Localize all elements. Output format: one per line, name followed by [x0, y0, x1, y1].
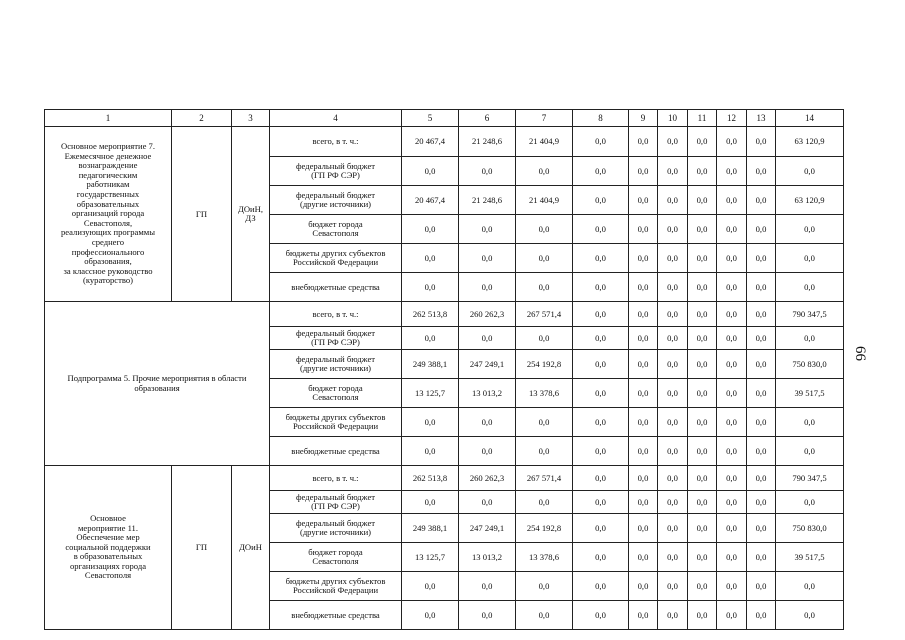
value-cell: 0,0	[688, 273, 717, 302]
event-name-line: в образовательных	[73, 551, 143, 562]
value-cell: 0,0	[516, 601, 573, 630]
executor-line: ДОиН	[239, 542, 262, 552]
value-cell: 0,0	[573, 466, 629, 491]
header-cell: 7	[516, 110, 573, 127]
value-cell: 0,0	[688, 437, 717, 466]
executor-cell	[232, 127, 270, 302]
value-cell: 0,0	[629, 543, 658, 572]
header-cell: 9	[629, 110, 658, 127]
value-cell: 0,0	[459, 327, 516, 350]
value-cell: 0,0	[747, 601, 776, 630]
value-cell: 0,0	[459, 157, 516, 186]
value-cell: 0,0	[402, 327, 459, 350]
value-cell: 0,0	[658, 327, 688, 350]
header-cell: 3	[232, 110, 270, 127]
value-cell: 0,0	[516, 327, 573, 350]
funding-source-line: (ГП РФ СЭР)	[311, 501, 360, 511]
value-cell: 13 378,6	[516, 543, 573, 572]
value-cell: 0,0	[629, 327, 658, 350]
funding-source-cell	[270, 466, 402, 491]
value-cell: 0,0	[688, 157, 717, 186]
funding-source-line: федеральный бюджет	[295, 328, 376, 338]
funding-source-line: всего, в т. ч.:	[312, 472, 359, 483]
value-cell: 0,0	[717, 302, 747, 327]
value-cell: 0,0	[717, 601, 747, 630]
event-name-line: организациях города	[69, 560, 147, 571]
funding-source-cell	[270, 157, 402, 186]
funding-source-line: Севастополя	[312, 392, 359, 402]
value-cell: 0,0	[402, 273, 459, 302]
funding-source-line: бюджеты других субъектов	[285, 412, 386, 422]
funding-source-cell	[270, 379, 402, 408]
value-cell: 0,0	[717, 572, 747, 601]
funding-source-cell	[270, 543, 402, 572]
funding-source-cell	[270, 302, 402, 327]
value-cell: 21 248,6	[459, 186, 516, 215]
event-name-line: среднего	[91, 236, 125, 247]
value-cell: 0,0	[629, 302, 658, 327]
value-cell: 0,0	[688, 466, 717, 491]
funding-source-line: Российской Федерации	[292, 585, 379, 595]
value-cell: 0,0	[747, 543, 776, 572]
value-cell: 0,0	[688, 379, 717, 408]
value-cell: 0,0	[658, 491, 688, 514]
header-cell: 6	[459, 110, 516, 127]
value-cell: 0,0	[747, 273, 776, 302]
executor-cell	[232, 466, 270, 630]
value-cell: 21 404,9	[516, 186, 573, 215]
value-cell: 0,0	[516, 215, 573, 244]
funding-source-cell	[270, 273, 402, 302]
value-cell: 0,0	[688, 408, 717, 437]
value-cell: 0,0	[747, 127, 776, 157]
value-cell: 0,0	[747, 466, 776, 491]
value-cell: 0,0	[717, 350, 747, 379]
funding-source-line: внебюджетные средства	[291, 281, 380, 292]
value-cell: 13 125,7	[402, 379, 459, 408]
funding-source-line: внебюджетные средства	[291, 445, 380, 456]
funding-source-cell	[270, 437, 402, 466]
event-name-line: социальной поддержки	[65, 541, 151, 552]
value-cell: 0,0	[573, 215, 629, 244]
value-cell: 0,0	[776, 572, 844, 601]
funding-source-cell	[270, 350, 402, 379]
value-cell: 0,0	[688, 514, 717, 543]
value-cell: 0,0	[658, 572, 688, 601]
value-cell: 0,0	[747, 491, 776, 514]
value-cell: 0,0	[717, 273, 747, 302]
value-cell: 0,0	[717, 379, 747, 408]
value-cell: 262 513,8	[402, 302, 459, 327]
header-row	[45, 110, 844, 127]
event-name-line: Севастополя,	[83, 217, 133, 228]
funding-source-cell	[270, 127, 402, 157]
program-code-cell: ГП	[172, 466, 232, 630]
table-row	[45, 127, 844, 157]
funding-source-line: бюджет города	[308, 219, 363, 229]
funding-source-cell	[270, 327, 402, 350]
value-cell: 0,0	[688, 302, 717, 327]
value-cell: 0,0	[402, 408, 459, 437]
executor-line: ДОиН,	[237, 204, 264, 214]
budget-table	[44, 109, 844, 630]
value-cell: 260 262,3	[459, 466, 516, 491]
value-cell: 0,0	[658, 127, 688, 157]
value-cell: 0,0	[629, 379, 658, 408]
value-cell: 0,0	[688, 215, 717, 244]
value-cell: 249 388,1	[402, 350, 459, 379]
value-cell: 0,0	[688, 491, 717, 514]
value-cell: 0,0	[629, 186, 658, 215]
funding-source-line: Российской Федерации	[292, 257, 379, 267]
event-name-line: Обеспечение мер	[76, 532, 140, 543]
value-cell: 21 404,9	[516, 127, 573, 157]
funding-source-cell	[270, 186, 402, 215]
value-cell: 750 830,0	[776, 514, 844, 543]
value-cell: 0,0	[629, 514, 658, 543]
value-cell: 0,0	[776, 244, 844, 273]
value-cell: 0,0	[629, 408, 658, 437]
value-cell: 13 013,2	[459, 379, 516, 408]
header-cell: 13	[747, 110, 776, 127]
value-cell: 0,0	[629, 127, 658, 157]
value-cell: 0,0	[402, 491, 459, 514]
value-cell: 0,0	[717, 157, 747, 186]
value-cell: 0,0	[459, 244, 516, 273]
value-cell: 0,0	[717, 327, 747, 350]
value-cell: 0,0	[776, 157, 844, 186]
value-cell: 0,0	[747, 514, 776, 543]
value-cell: 0,0	[717, 127, 747, 157]
value-cell: 0,0	[747, 572, 776, 601]
value-cell: 0,0	[688, 572, 717, 601]
table-row	[45, 302, 844, 327]
funding-source-line: (ГП РФ СЭР)	[311, 170, 360, 180]
value-cell: 0,0	[688, 244, 717, 273]
value-cell: 0,0	[688, 186, 717, 215]
event-name-line: Подпрограмма 5. Прочие мероприятия в области	[67, 372, 247, 383]
value-cell: 0,0	[459, 273, 516, 302]
event-name-line: работникам	[86, 179, 130, 190]
value-cell: 0,0	[573, 273, 629, 302]
value-cell: 0,0	[776, 437, 844, 466]
value-cell: 0,0	[573, 491, 629, 514]
value-cell: 0,0	[573, 543, 629, 572]
value-cell: 63 120,9	[776, 127, 844, 157]
value-cell: 0,0	[459, 408, 516, 437]
value-cell: 0,0	[658, 408, 688, 437]
funding-source-line: Российской Федерации	[292, 421, 379, 431]
funding-source-cell	[270, 215, 402, 244]
funding-source-line: (другие источники)	[299, 199, 372, 209]
value-cell: 0,0	[516, 437, 573, 466]
value-cell: 0,0	[688, 350, 717, 379]
funding-source-line: федеральный бюджет	[295, 161, 376, 171]
value-cell: 0,0	[573, 437, 629, 466]
value-cell: 0,0	[658, 157, 688, 186]
value-cell: 0,0	[658, 379, 688, 408]
header-cell: 8	[573, 110, 629, 127]
value-cell: 0,0	[402, 244, 459, 273]
event-name-line: (кураторство)	[82, 275, 134, 286]
funding-source-line: Севастополя	[312, 556, 359, 566]
value-cell: 0,0	[629, 572, 658, 601]
value-cell: 0,0	[658, 215, 688, 244]
event-name-line: за классное руководство	[63, 265, 153, 276]
value-cell: 0,0	[629, 157, 658, 186]
value-cell: 0,0	[776, 408, 844, 437]
value-cell: 0,0	[516, 157, 573, 186]
value-cell: 0,0	[717, 514, 747, 543]
value-cell: 0,0	[658, 350, 688, 379]
event-name-line: образования	[134, 382, 180, 393]
event-name-line: мероприятие 11.	[77, 522, 139, 533]
funding-source-line: Севастополя	[312, 228, 359, 238]
event-name-line: профессионального	[71, 246, 145, 257]
page-number: 66	[852, 346, 868, 361]
funding-source-cell	[270, 491, 402, 514]
value-cell: 0,0	[516, 273, 573, 302]
value-cell: 0,0	[573, 514, 629, 543]
funding-source-line: внебюджетные средства	[291, 609, 380, 620]
value-cell: 0,0	[717, 244, 747, 273]
value-cell: 0,0	[402, 572, 459, 601]
event-name-line: государственных	[76, 189, 140, 200]
value-cell: 0,0	[717, 466, 747, 491]
funding-source-line: всего, в т. ч.:	[312, 136, 359, 146]
value-cell: 0,0	[629, 491, 658, 514]
event-name-cell	[45, 127, 172, 302]
value-cell: 0,0	[747, 302, 776, 327]
event-name-line: педагогическим	[78, 169, 138, 180]
value-cell: 0,0	[459, 215, 516, 244]
funding-source-cell	[270, 408, 402, 437]
value-cell: 0,0	[629, 273, 658, 302]
value-cell: 254 192,8	[516, 350, 573, 379]
funding-source-line: (другие источники)	[299, 363, 372, 373]
value-cell: 0,0	[402, 601, 459, 630]
value-cell: 0,0	[747, 186, 776, 215]
value-cell: 0,0	[776, 327, 844, 350]
value-cell: 0,0	[658, 543, 688, 572]
value-cell: 0,0	[747, 327, 776, 350]
value-cell: 0,0	[717, 543, 747, 572]
value-cell: 0,0	[747, 379, 776, 408]
value-cell: 0,0	[747, 408, 776, 437]
funding-source-line: федеральный бюджет	[295, 190, 376, 200]
value-cell: 0,0	[717, 215, 747, 244]
header-cell: 11	[688, 110, 717, 127]
value-cell: 0,0	[516, 491, 573, 514]
header-cell: 10	[658, 110, 688, 127]
value-cell: 0,0	[459, 491, 516, 514]
value-cell: 0,0	[747, 157, 776, 186]
value-cell: 0,0	[776, 273, 844, 302]
value-cell: 0,0	[658, 466, 688, 491]
event-name-line: Севастополя	[84, 570, 132, 581]
funding-source-line: федеральный бюджет	[295, 492, 376, 502]
value-cell: 0,0	[516, 572, 573, 601]
value-cell: 0,0	[402, 157, 459, 186]
value-cell: 0,0	[717, 437, 747, 466]
funding-source-line: (другие источники)	[299, 527, 372, 537]
value-cell: 0,0	[747, 244, 776, 273]
value-cell: 0,0	[573, 186, 629, 215]
value-cell: 13 125,7	[402, 543, 459, 572]
value-cell: 0,0	[573, 408, 629, 437]
value-cell: 254 192,8	[516, 514, 573, 543]
value-cell: 0,0	[402, 215, 459, 244]
funding-source-line: федеральный бюджет	[295, 518, 376, 528]
value-cell: 0,0	[573, 302, 629, 327]
value-cell: 790 347,5	[776, 302, 844, 327]
value-cell: 0,0	[573, 350, 629, 379]
program-code-cell: ГП	[172, 127, 232, 302]
header-cell: 4	[270, 110, 402, 127]
value-cell: 0,0	[629, 466, 658, 491]
value-cell: 790 347,5	[776, 466, 844, 491]
value-cell: 0,0	[629, 244, 658, 273]
value-cell: 63 120,9	[776, 186, 844, 215]
value-cell: 0,0	[402, 437, 459, 466]
value-cell: 39 517,5	[776, 543, 844, 572]
funding-source-cell	[270, 244, 402, 273]
value-cell: 0,0	[459, 601, 516, 630]
funding-source-line: всего, в т. ч.:	[312, 308, 359, 319]
header-cell: 1	[45, 110, 172, 127]
event-name-line: Основное мероприятие 7.	[61, 141, 155, 152]
funding-source-line: федеральный бюджет	[295, 354, 376, 364]
value-cell: 0,0	[776, 601, 844, 630]
value-cell: 0,0	[629, 350, 658, 379]
value-cell: 0,0	[573, 601, 629, 630]
funding-source-line: бюджеты других субъектов	[285, 576, 386, 586]
funding-source-line: бюджет города	[308, 383, 363, 393]
value-cell: 21 248,6	[459, 127, 516, 157]
value-cell: 0,0	[717, 408, 747, 437]
value-cell: 0,0	[516, 408, 573, 437]
funding-source-cell	[270, 514, 402, 543]
value-cell: 0,0	[629, 215, 658, 244]
event-name-line: организаций города	[71, 208, 145, 219]
value-cell: 0,0	[573, 327, 629, 350]
value-cell: 0,0	[688, 601, 717, 630]
value-cell: 0,0	[658, 437, 688, 466]
table-row	[45, 466, 844, 491]
header-cell: 5	[402, 110, 459, 127]
event-name-cell	[45, 466, 172, 630]
value-cell: 247 249,1	[459, 514, 516, 543]
value-cell: 20 467,4	[402, 127, 459, 157]
value-cell: 0,0	[747, 437, 776, 466]
value-cell: 750 830,0	[776, 350, 844, 379]
funding-source-cell	[270, 572, 402, 601]
value-cell: 0,0	[747, 215, 776, 244]
value-cell: 39 517,5	[776, 379, 844, 408]
value-cell: 0,0	[688, 543, 717, 572]
value-cell: 249 388,1	[402, 514, 459, 543]
value-cell: 260 262,3	[459, 302, 516, 327]
header-cell: 14	[776, 110, 844, 127]
value-cell: 0,0	[573, 244, 629, 273]
header-cell: 12	[717, 110, 747, 127]
value-cell: 247 249,1	[459, 350, 516, 379]
value-cell: 0,0	[573, 379, 629, 408]
value-cell: 0,0	[573, 157, 629, 186]
funding-source-cell	[270, 601, 402, 630]
value-cell: 0,0	[629, 601, 658, 630]
event-name-line: Ежемесячное денежное	[64, 150, 152, 161]
value-cell: 267 571,4	[516, 302, 573, 327]
value-cell: 13 013,2	[459, 543, 516, 572]
event-name-line: Основное	[90, 512, 126, 523]
header-cell: 2	[172, 110, 232, 127]
value-cell: 0,0	[776, 491, 844, 514]
value-cell: 267 571,4	[516, 466, 573, 491]
value-cell: 0,0	[776, 215, 844, 244]
value-cell: 0,0	[658, 302, 688, 327]
value-cell: 0,0	[688, 127, 717, 157]
value-cell: 0,0	[459, 437, 516, 466]
value-cell: 0,0	[459, 572, 516, 601]
executor-line: ДЗ	[245, 213, 256, 223]
value-cell: 0,0	[717, 186, 747, 215]
funding-source-line: бюджеты других субъектов	[285, 248, 386, 258]
value-cell: 13 378,6	[516, 379, 573, 408]
value-cell: 0,0	[573, 127, 629, 157]
event-name-line: реализующих программы	[60, 227, 156, 238]
value-cell: 262 513,8	[402, 466, 459, 491]
value-cell: 0,0	[573, 572, 629, 601]
value-cell: 0,0	[658, 186, 688, 215]
value-cell: 0,0	[658, 601, 688, 630]
funding-source-line: (ГП РФ СЭР)	[311, 337, 360, 347]
funding-source-line: бюджет города	[308, 547, 363, 557]
value-cell: 0,0	[629, 437, 658, 466]
value-cell: 0,0	[658, 514, 688, 543]
value-cell: 0,0	[747, 350, 776, 379]
event-name-line: вознаграждение	[78, 160, 138, 171]
value-cell: 0,0	[516, 244, 573, 273]
value-cell: 0,0	[658, 244, 688, 273]
event-name-line: образования,	[84, 256, 132, 267]
value-cell: 20 467,4	[402, 186, 459, 215]
event-name-cell	[45, 302, 270, 466]
value-cell: 0,0	[717, 491, 747, 514]
value-cell: 0,0	[658, 273, 688, 302]
event-name-line: образовательных	[76, 198, 140, 209]
value-cell: 0,0	[688, 327, 717, 350]
